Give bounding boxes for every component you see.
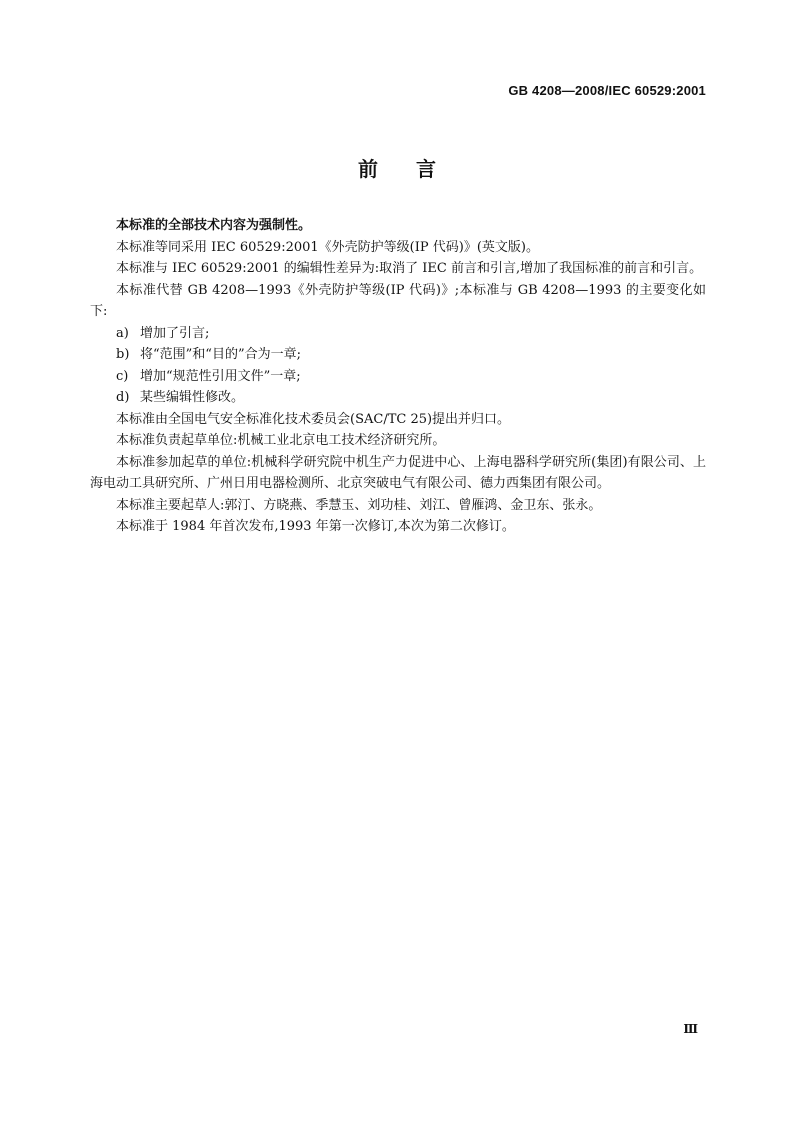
list-item — [90, 387, 706, 409]
mandatory-statement: 本标准的全部技术内容为强制性。 — [116, 218, 312, 233]
paragraph-adoption: 本标准等同采用 IEC 60529:2001《外壳防护等级(IP 代码)》(英文版)。 — [116, 239, 539, 255]
list-item — [90, 344, 706, 366]
page-number: Ⅲ — [683, 1022, 698, 1036]
list-item-text: 将“范围”和“目的”合为一章; — [140, 347, 301, 362]
list-marker: a) — [116, 325, 129, 341]
list-item-text: 某些编辑性修改。 — [140, 390, 245, 405]
paragraph-participating-units: 本标准参加起草的单位:机械科学研究院中机生产力促进中心、上海电器科学研究所(集团)有限公司、上海电动工具研究所、广州日用电器检测所、北京突破电气有限公司、德力西集团有限公司。 — [90, 454, 706, 491]
list-marker: d) — [116, 390, 130, 405]
paragraph-history: 本标准于 1984 年首次发布,1993 年第一次修订,本次为第二次修订。 — [116, 519, 515, 534]
list-marker: b) — [116, 347, 130, 362]
foreword-body — [90, 215, 706, 538]
paragraph-replacement: 本标准代替 GB 4208—1993《外壳防护等级(IP 代码)》;本标准与 GB 4208—1993 的主要变化如下: — [90, 282, 706, 319]
paragraph-proposer: 本标准由全国电气安全标准化技术委员会(SAC/TC 25)提出并归口。 — [116, 411, 511, 427]
list-item — [90, 366, 706, 388]
paragraph-drafting-unit: 本标准负责起草单位:机械工业北京电工技术经济研究所。 — [116, 433, 446, 448]
list-item — [90, 323, 706, 345]
page-title: 前言 — [358, 157, 474, 181]
standard-code-header: GB 4208—2008/IEC 60529:2001 — [508, 83, 706, 98]
list-marker: c) — [116, 368, 129, 384]
list-item-text: 增加了引言; — [140, 325, 210, 341]
list-item-text: 增加“规范性引用文件”一章; — [140, 368, 301, 384]
paragraph-editorial-differences: 本标准与 IEC 60529:2001 的编辑性差异为:取消了 IEC 前言和引言,增加了我国标准的前言和引言。 — [116, 261, 703, 276]
paragraph-drafters: 本标准主要起草人:郭汀、方晓燕、季慧玉、刘功桂、刘江、曾雁鸿、金卫东、张永。 — [116, 497, 602, 513]
